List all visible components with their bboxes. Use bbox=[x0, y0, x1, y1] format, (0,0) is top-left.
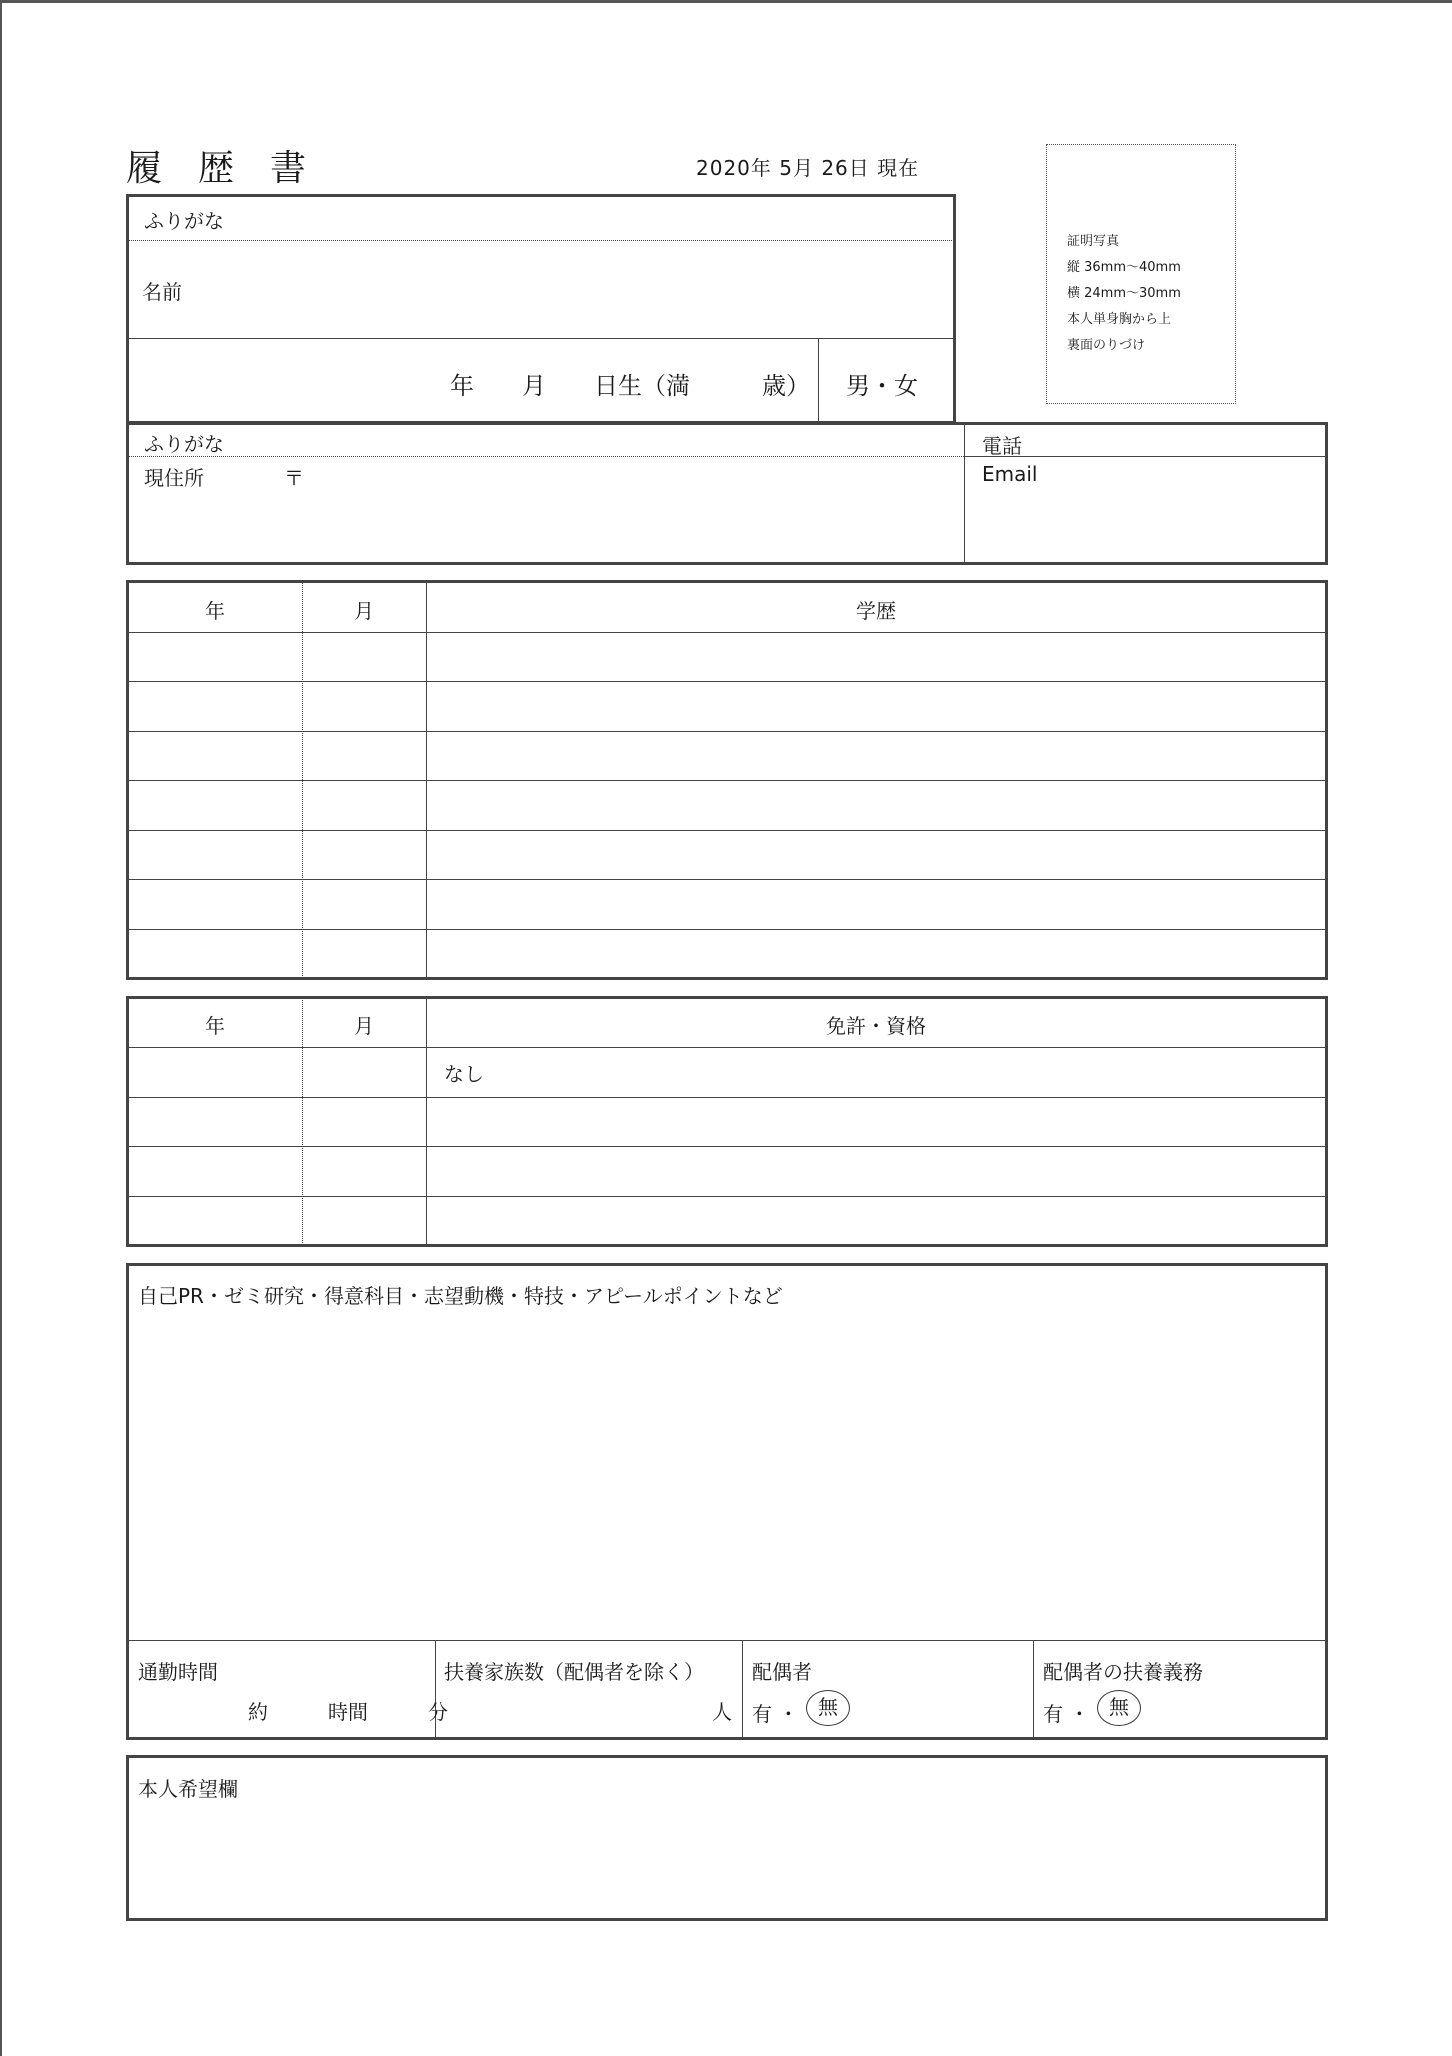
photo-line-2: 縦 36mm〜40mm bbox=[1067, 260, 1181, 275]
education-row-line bbox=[128, 632, 1326, 633]
license-month-content-divider bbox=[426, 998, 427, 1245]
photo-area[interactable] bbox=[1046, 144, 1236, 404]
phone-label[interactable]: 電話 bbox=[982, 434, 1022, 458]
photo-line-4: 本人単身胸から上 bbox=[1067, 312, 1172, 327]
photo-line-1: 証明写真 bbox=[1067, 234, 1120, 249]
page-title: 履 歴 書 bbox=[126, 148, 307, 189]
phone-divider bbox=[965, 456, 1326, 457]
license-row-line bbox=[128, 1047, 1326, 1048]
education-row-line bbox=[128, 780, 1326, 781]
photo-line-3: 横 24mm〜30mm bbox=[1067, 286, 1181, 301]
address-furigana-label: ふりがな bbox=[144, 432, 224, 456]
education-month-header: 月 bbox=[354, 599, 374, 623]
birth-date-label[interactable]: 年 月 日生（満 歳） bbox=[450, 372, 810, 400]
spouse-support-selected-option[interactable]: 無 bbox=[1097, 1690, 1141, 1726]
photo-line-5: 裏面のりづけ bbox=[1067, 338, 1146, 353]
pr-input[interactable] bbox=[140, 1316, 1310, 1636]
license-month-header: 月 bbox=[354, 1014, 374, 1038]
wishes-label: 本人希望欄 bbox=[138, 1777, 238, 1801]
spouse-options[interactable]: 有 ・ bbox=[752, 1702, 799, 1726]
current-date: 2020年 5月 26日 現在 bbox=[696, 156, 920, 180]
address-label: 現住所 bbox=[144, 466, 204, 490]
license-row-line bbox=[128, 1196, 1326, 1197]
info-divider-2 bbox=[742, 1641, 743, 1738]
spouse-support-options[interactable]: 有 ・ bbox=[1043, 1702, 1090, 1726]
name-label: 名前 bbox=[142, 280, 182, 304]
license-year-header: 年 bbox=[205, 1014, 225, 1038]
education-content-header: 学歴 bbox=[856, 599, 896, 623]
name-furigana-label: ふりがな bbox=[144, 209, 224, 233]
education-row-line bbox=[128, 830, 1326, 831]
education-row-line bbox=[128, 929, 1326, 930]
education-year-header: 年 bbox=[205, 599, 225, 623]
license-year-month-divider bbox=[302, 998, 303, 1245]
address-furigana-divider bbox=[128, 456, 964, 457]
name-divider bbox=[128, 338, 954, 339]
commute-value[interactable]: 約 時間 分 bbox=[248, 1700, 448, 1724]
license-row-1-content[interactable]: なし bbox=[444, 1062, 484, 1086]
email-label[interactable]: Email bbox=[982, 462, 1038, 486]
postal-mark: 〒 bbox=[284, 466, 304, 490]
info-row-divider bbox=[128, 1640, 1326, 1641]
education-row-line bbox=[128, 731, 1326, 732]
pr-label: 自己PR・ゼミ研究・得意科目・志望動機・特技・アピールポイントなど bbox=[138, 1284, 783, 1308]
spouse-support-label: 配偶者の扶養義務 bbox=[1043, 1660, 1203, 1684]
dependents-unit[interactable]: 人 bbox=[712, 1700, 732, 1724]
wishes-input[interactable] bbox=[140, 1806, 1310, 1911]
furigana-divider bbox=[128, 240, 954, 241]
info-divider-3 bbox=[1033, 1641, 1034, 1738]
address-input[interactable] bbox=[320, 460, 950, 560]
page-top-edge bbox=[0, 0, 1452, 3]
license-row-line bbox=[128, 1146, 1326, 1147]
dependents-label: 扶養家族数（配偶者を除く） bbox=[444, 1660, 704, 1684]
education-row-line bbox=[128, 879, 1326, 880]
name-input[interactable] bbox=[200, 246, 940, 336]
commute-label: 通勤時間 bbox=[138, 1660, 218, 1684]
gender-divider bbox=[818, 339, 819, 422]
page-left-edge bbox=[0, 0, 2, 2056]
education-row-line bbox=[128, 681, 1326, 682]
contact-divider bbox=[964, 423, 965, 563]
spouse-selected-option[interactable]: 無 bbox=[806, 1690, 850, 1726]
spouse-label: 配偶者 bbox=[752, 1660, 812, 1684]
license-content-header: 免許・資格 bbox=[826, 1014, 926, 1038]
license-row-line bbox=[128, 1097, 1326, 1098]
gender-label[interactable]: 男・女 bbox=[846, 372, 918, 400]
